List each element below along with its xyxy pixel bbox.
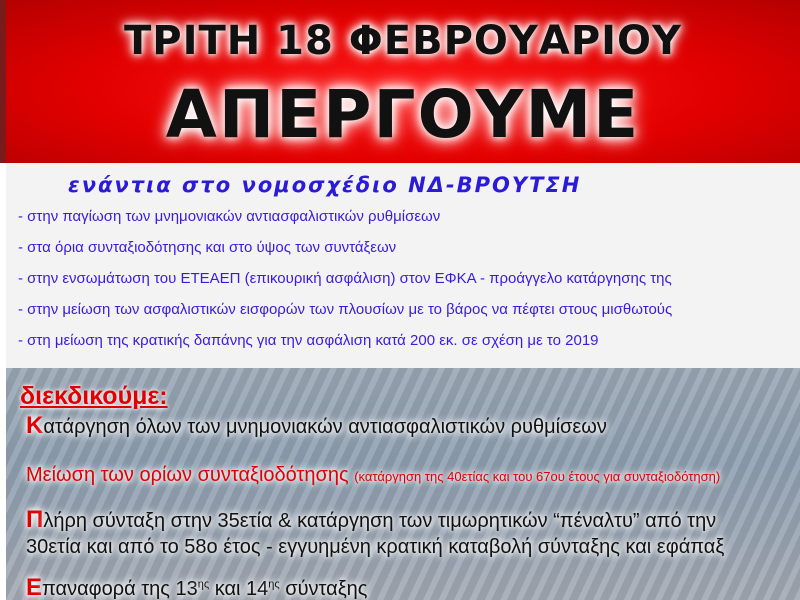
- demand-text: ατάργηση όλων των μνημονιακών αντιασφαλιστικών ρυθμίσεων: [43, 416, 607, 438]
- demand-text: Μείωση των ορίων συνταξιοδότησης: [26, 464, 349, 486]
- demand-text: και 14: [209, 578, 269, 600]
- demand-full-pension: [26, 506, 716, 534]
- against-item: - στα όρια συνταξιοδότησης και στο ύψος των συντάξεων: [18, 239, 397, 256]
- demands-heading: διεκδικούμε:: [20, 382, 168, 410]
- demand-initial: Κ: [26, 412, 44, 439]
- against-title: ενάντια στο νομοσχέδιο ΝΔ-ΒΡΟΥΤΣΗ: [68, 173, 582, 197]
- strike-title: ΑΠΕΡΓΟΥΜΕ: [165, 76, 641, 153]
- demand-text: παναφορά της 13: [42, 578, 198, 600]
- against-item: - στην παγίωση των μνημονιακών αντιασφαλιστικών ρυθμίσεων: [18, 208, 441, 225]
- demand-note: (κατάργηση της 40ετίας και του 67ου έτους για συνταξιοδότηση): [354, 469, 721, 484]
- against-section: [6, 163, 800, 368]
- demand-full-pension-line2: 30ετία και από το 58ο έτος - εγγυημένη κρατική καταβολή σύνταξης και εφάπαξ: [26, 536, 725, 558]
- against-item: - στην μείωση των ασφαλιστικών εισφορών των πλουσίων με το βάρος να πέφτει στους μισθωτούς: [18, 301, 673, 318]
- strike-date: ΤΡΙΤΗ 18 ΦΕΒΡΟΥΑΡΙΟΥ: [124, 18, 682, 64]
- demand-13th-14th-pension: [26, 574, 367, 600]
- against-item: - στην ενσωμάτωση του ΕΤΕΑΕΠ (επικουρική ασφάλιση) στον ΕΦΚΑ - προάγγελο κατάργησης της: [18, 270, 672, 287]
- superscript: ης: [268, 578, 280, 591]
- demand-initial: Π: [26, 506, 44, 533]
- superscript: ης: [197, 578, 210, 591]
- demand-retirement-limits: [26, 464, 720, 487]
- demand-initial: Ε: [26, 574, 43, 600]
- header-banner: [0, 0, 800, 163]
- demand-text: σύνταξης: [279, 578, 368, 600]
- demands-section: [6, 368, 800, 600]
- demand-text: λήρη σύνταξη στην 35ετία & κατάργηση των τιμωρητικών “πέναλτυ” από την: [43, 510, 717, 532]
- demand-abolition: [26, 412, 607, 440]
- against-item: - στη μείωση της κρατικής δαπάνης για την ασφάλιση κατά 200 εκ. σε σχέση με το 2019: [18, 332, 599, 349]
- against-list: [18, 207, 672, 362]
